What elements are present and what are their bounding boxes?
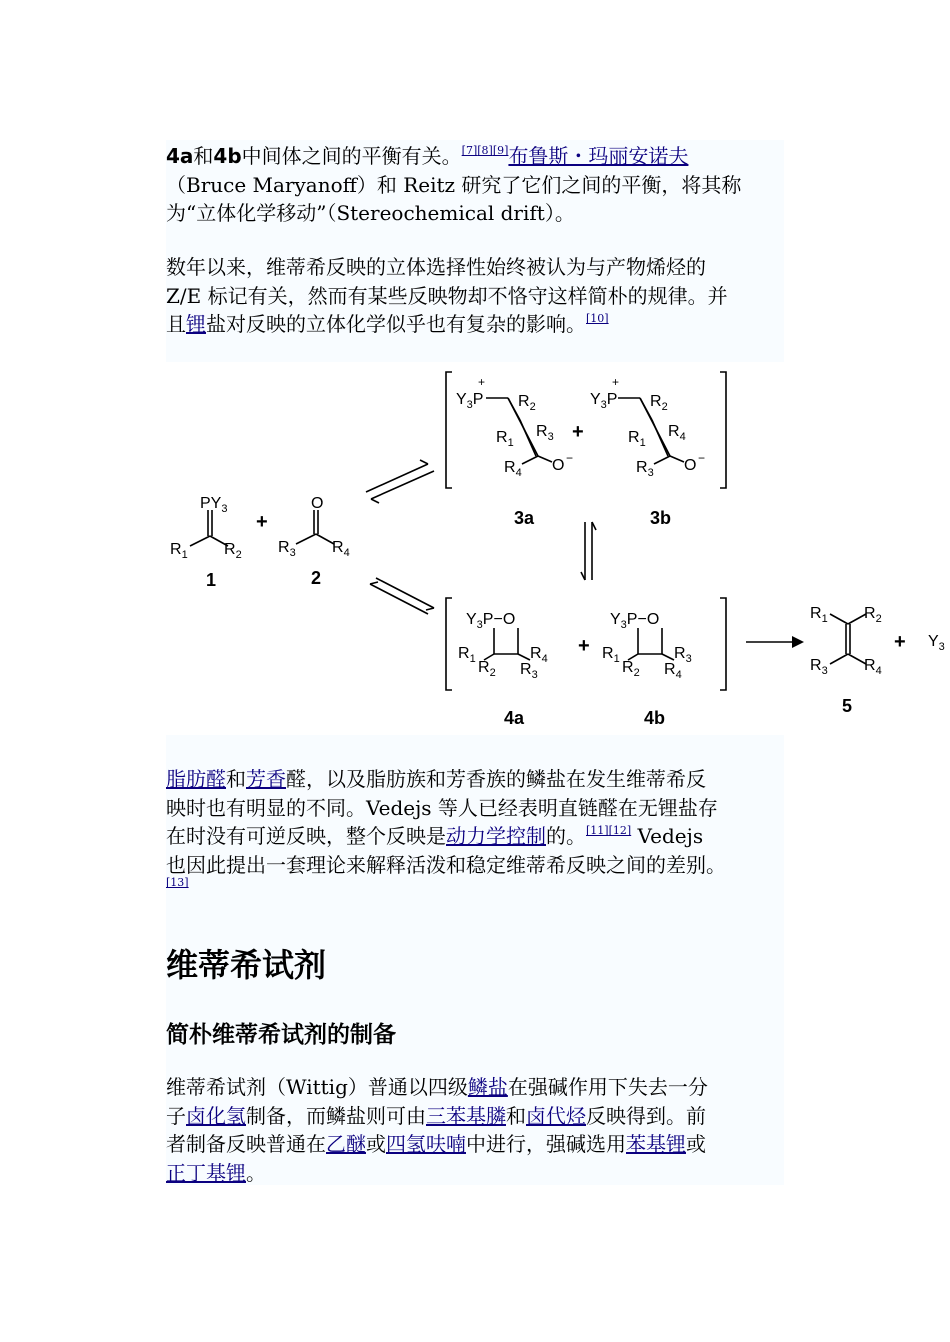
svg-text:R3: $R_3$ — [536, 423, 554, 443]
svg-text:R3: $R_3$ — [278, 539, 296, 559]
svg-text:R1: $R_1$ — [496, 429, 514, 449]
plus-sign: + — [572, 421, 584, 443]
svg-text:R4: $R_4$ — [530, 645, 548, 665]
link-phenyllithium[interactable]: 苯基锂 — [626, 1132, 686, 1156]
svg-text:Y3: $Y_3$ — [928, 633, 945, 653]
link-aromatic[interactable]: 芳香 — [246, 767, 286, 791]
reference-link[interactable]: [13] — [166, 876, 189, 889]
link-n-butyllithium[interactable]: 正丁基锂 — [166, 1160, 246, 1185]
svg-text:R4: $R_4$ — [664, 661, 682, 681]
svg-text:+: + — [478, 375, 486, 389]
reference-link[interactable]: [11] — [586, 824, 609, 837]
svg-text:R3: $R_3$ — [674, 645, 692, 665]
svg-text:Y3P−O: $Y_3P-O$ — [610, 611, 660, 631]
svg-text:−: − — [698, 451, 706, 465]
svg-text:R2: $R_2$ — [864, 605, 882, 625]
svg-text:R4: $R_4$ — [864, 657, 882, 677]
link-triphenylphosphine[interactable]: 三苯基膦 — [426, 1103, 506, 1128]
link-aliphatic-aldehyde[interactable]: 脂肪醛 — [166, 767, 226, 791]
paragraph-stereoselectivity: 数年以来，维蒂希反映的立体选择性始终被认为与产物烯烃的 Z/E 标记有关，然而有某些反映物却不恪守这样简朴的规律。并 且锂盐对反映的立体化学似乎也有复杂的影响。[10] — [166, 255, 728, 336]
svg-text:R1: $R_1$ — [628, 429, 646, 449]
link-kinetic-control[interactable]: 动力学控制 — [446, 824, 546, 848]
compound-label: 2 — [311, 568, 322, 588]
svg-text:R3: $R_3$ — [520, 661, 538, 681]
svg-text:R1: $R_1$ — [458, 645, 476, 665]
wittig-mechanism-scheme — [166, 362, 950, 732]
reference-link[interactable]: [10] — [586, 312, 609, 325]
compound-label: 4b — [644, 708, 666, 728]
svg-text:O: O — [311, 495, 324, 512]
svg-text:Y3P: $Y_3P$ — [456, 391, 484, 411]
compound-label: 3b — [650, 508, 672, 528]
plus-sign: + — [256, 511, 268, 533]
compound-label: 1 — [206, 570, 217, 590]
compound-label: 4a — [504, 708, 525, 728]
paragraph-preparation: 维蒂希试剂（Wittig）普通以四级鳞盐在强碱作用下失去一分 子卤化氢制备，而鳞盐则可由三苯基膦和卤代烃反映得到。前 者制备反映普通在乙醚或四氢呋喃中进行，强碱选用苯基锂或 正丁基锂。 — [166, 1075, 708, 1185]
svg-text:R1: $R_1$ — [810, 605, 828, 625]
svg-text:R4: $R_4$ — [504, 459, 522, 479]
svg-text:−: − — [566, 451, 574, 465]
reference-link[interactable]: [8] — [477, 144, 493, 157]
label-4a: 4a — [166, 144, 194, 168]
paragraph-intermediate-equilibrium: 4a和4b中间体之间的平衡有关。[7][8][9]布鲁斯・玛丽安诺夫 （Bruce Maryanoff）和 Reitz 研究了它们之间的平衡，将其称 为“立体化学移动”（Stereochemical drift）。 — [166, 144, 742, 225]
svg-text:Y3P: $Y_3P$ — [590, 391, 618, 411]
svg-text:R2: $R_2$ — [622, 659, 640, 679]
link-hydrogen-halide[interactable]: 卤化氢 — [186, 1103, 246, 1128]
svg-text:R3: $R_3$ — [810, 657, 828, 677]
plus-sign: + — [894, 631, 906, 653]
svg-text:PY3: $PY_3$ — [200, 495, 228, 515]
plus-sign: + — [578, 635, 590, 657]
svg-text:R2: $R_2$ — [650, 393, 668, 413]
subsection-heading-preparation: 简朴维蒂希试剂的制备 — [166, 1021, 396, 1048]
reference-link[interactable]: [12] — [608, 824, 632, 837]
svg-text:R2: $R_2$ — [224, 541, 242, 561]
svg-text:+: + — [612, 375, 620, 389]
reference-link[interactable]: [9] — [492, 144, 509, 157]
svg-text:O: O — [552, 457, 565, 474]
link-maryanoff[interactable]: 布鲁斯・玛丽安诺夫 — [508, 144, 689, 168]
reference-link[interactable]: [7] — [461, 144, 478, 157]
compound-label: 5 — [842, 696, 853, 716]
svg-text:O: O — [684, 457, 697, 474]
svg-text:R4: $R_4$ — [668, 423, 686, 443]
label-4b: 4b — [213, 144, 242, 168]
svg-text:R4: $R_4$ — [332, 539, 350, 559]
svg-text:R2: $R_2$ — [518, 393, 536, 413]
paragraph-aldehydes: 脂肪醛和芳香醛，以及脂肪族和芳香族的鳞盐在发生维蒂希反 映时也有明显的不同。Vedejs 等人已经表明直链醛在无锂盐存 在时没有可逆反映，整个反映是动力学控制的。[11][12] Vedejs 也因此提出一套理论来解释活泼和稳定维蒂希反映之间的差别。 [13] — [166, 767, 726, 889]
svg-text:R1: $R_1$ — [170, 541, 188, 561]
svg-text:Y3P−O: $Y_3P-O$ — [466, 611, 516, 631]
link-phosphonium-salt[interactable]: 鳞盐 — [467, 1075, 508, 1099]
link-lithium[interactable]: 锂 — [186, 312, 206, 336]
svg-text:R2: $R_2$ — [478, 659, 496, 679]
link-thf[interactable]: 四氢呋喃 — [386, 1132, 466, 1156]
svg-text:R1: $R_1$ — [602, 645, 620, 665]
section-heading-wittig-reagent: 维蒂希试剂 — [166, 946, 327, 984]
svg-text:R3: $R_3$ — [636, 459, 654, 479]
compound-label: 3a — [514, 508, 535, 528]
link-ether[interactable]: 乙醚 — [326, 1132, 366, 1156]
link-haloalkane[interactable]: 卤代烃 — [526, 1103, 586, 1128]
